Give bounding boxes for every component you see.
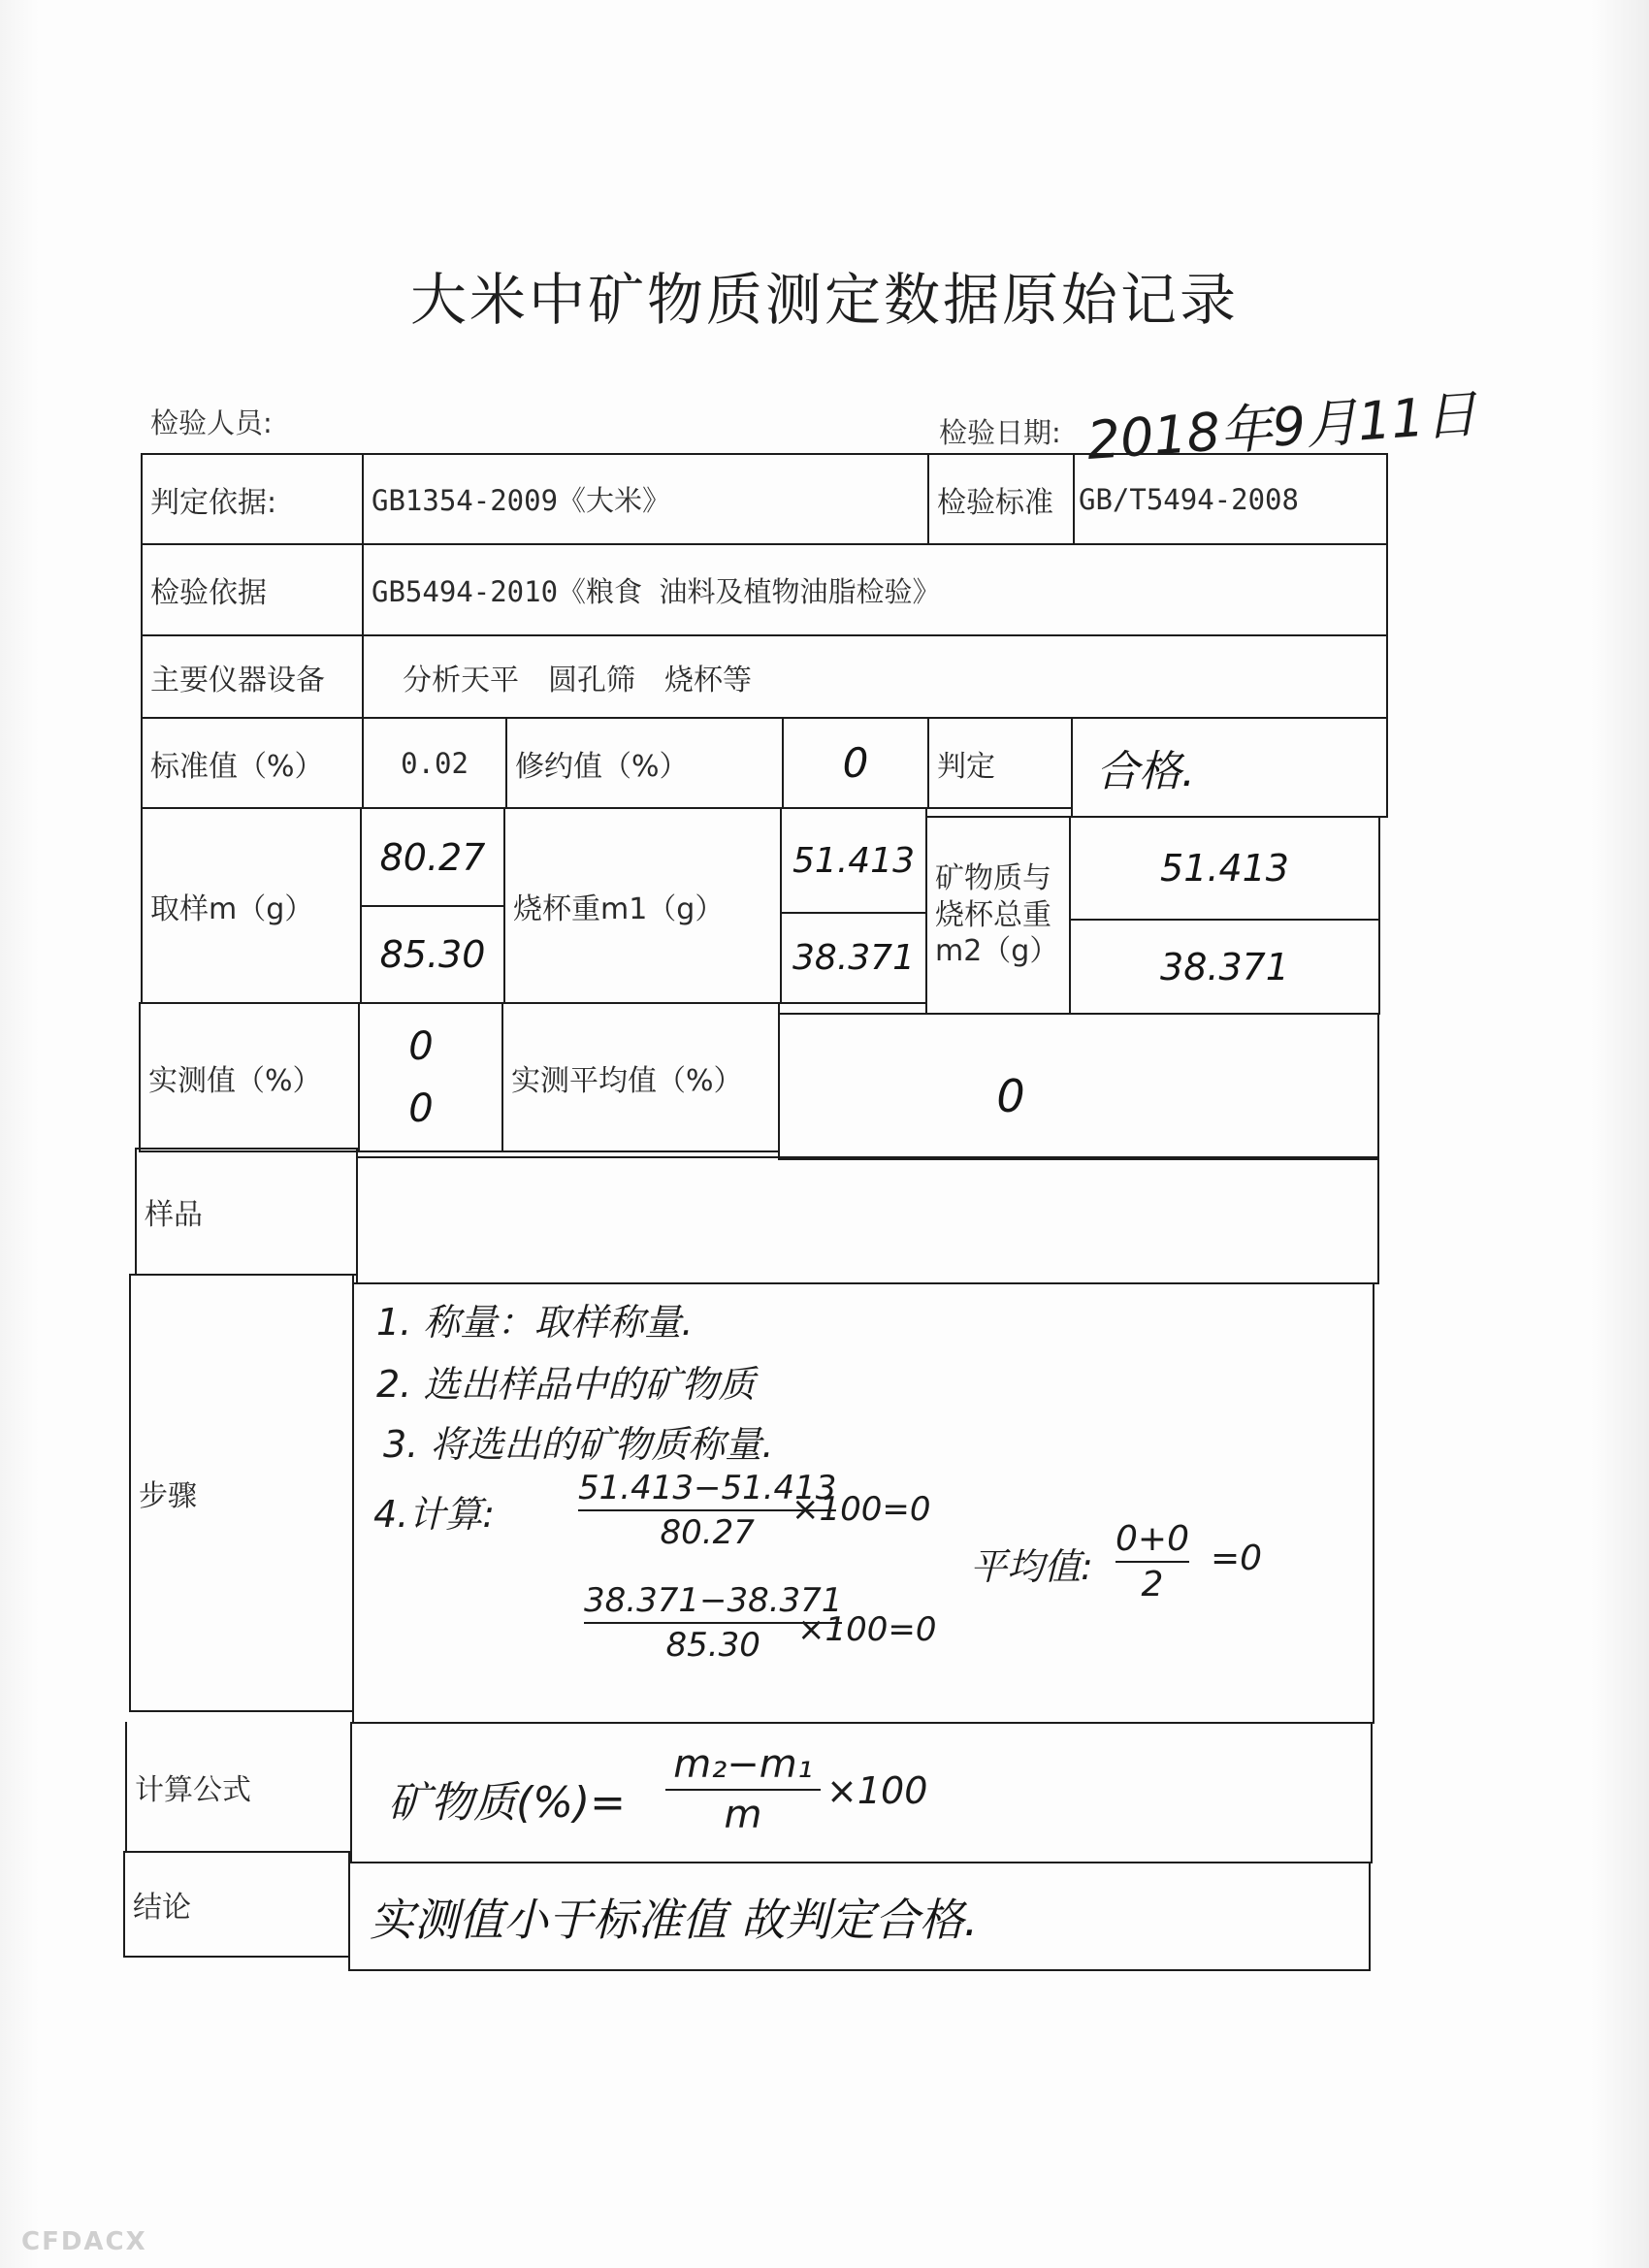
date-value-handwritten: 2018年9月11日: [1084, 383, 1479, 471]
judgment-basis-label-cell: [141, 453, 364, 545]
beaker-weight-1: 51.413: [792, 840, 915, 881]
equipment-label-cell: [141, 634, 364, 719]
measured-avg-cell: [778, 1013, 1379, 1160]
conclusion-value-cell: [348, 1862, 1371, 1971]
formula-fraction: [665, 1742, 821, 1837]
formula-tail: ×100: [826, 1769, 928, 1812]
sample-mass-label-cell: [141, 807, 362, 1004]
beaker-weight-label: 烧杯重m1（g）: [513, 891, 725, 926]
calc-1-numerator: 51.413−51.413: [578, 1469, 837, 1507]
total-weight-1-cell: [1069, 816, 1380, 921]
measured-avg-label-cell: [501, 1002, 780, 1152]
equipment-value-cell: [362, 634, 1388, 719]
fraction-bar: [665, 1789, 821, 1791]
rounded-value-label: 修约值（%）: [515, 749, 689, 784]
inspection-basis-value: GB5494-2010《粮食 油料及植物油脂检验》: [372, 574, 941, 608]
watermark: CFDACX: [21, 2227, 147, 2256]
average-fraction: [1116, 1519, 1189, 1604]
beaker-weight-1-cell: [780, 807, 927, 914]
beaker-weight-label-cell: [503, 807, 782, 1004]
formula-label: 计算公式: [135, 1772, 251, 1807]
conclusion-label-cell: [123, 1851, 350, 1958]
total-weight-label-cell: [925, 816, 1071, 1015]
inspection-standard-value-cell: [1073, 453, 1388, 545]
judgment-basis-value-cell: [362, 453, 929, 545]
inspection-standard-label-cell: [927, 453, 1075, 545]
measured-avg: 0: [996, 1070, 1025, 1122]
step-2: 2. 选出样品中的矿物质: [376, 1363, 756, 1406]
fraction-bar: [1116, 1561, 1189, 1563]
standard-value-label-cell: [141, 717, 364, 809]
step-4: 4.计算:: [373, 1493, 496, 1536]
formula-label-cell: [125, 1722, 352, 1853]
average-label: 平均值:: [970, 1545, 1093, 1588]
measured-1: 0: [408, 1023, 434, 1069]
standard-value-cell: [362, 717, 507, 809]
verdict-label-cell: [927, 717, 1073, 809]
verdict-value-cell: [1071, 717, 1388, 818]
beaker-weight-2-cell: [780, 912, 927, 1004]
sample-mass-1: 80.27: [379, 835, 486, 879]
calc-2-result: ×100=0: [797, 1610, 937, 1649]
total-weight-label-line1: 矿物质与: [935, 861, 1051, 896]
inspection-standard-value: GB/T5494-2008: [1079, 482, 1299, 516]
verdict-value: 合格.: [1096, 747, 1195, 796]
rounded-value: 0: [842, 739, 869, 787]
sample-mass-1-cell: [360, 807, 505, 907]
standard-value: 0.02: [401, 746, 469, 780]
sample-label-cell: [135, 1148, 358, 1276]
formula-prefix: 矿物质(%)=: [388, 1778, 627, 1828]
steps-label: 步骤: [139, 1479, 197, 1513]
average-denominator: 2: [1141, 1565, 1164, 1604]
sample-label: 样品: [145, 1198, 203, 1232]
measured-2: 0: [408, 1085, 434, 1131]
judgment-basis-value: GB1354-2009《大米》: [372, 484, 671, 517]
inspection-standard-label: 检验标准: [937, 485, 1053, 520]
judgment-basis-label: 判定依据:: [150, 485, 277, 520]
sample-mass-2: 85.30: [379, 933, 486, 976]
step-1: 1. 称量：取样称量.: [376, 1301, 694, 1344]
calc-2-numerator: 38.371−38.371: [584, 1581, 843, 1620]
calc-2-denominator: 85.30: [665, 1626, 760, 1665]
inspection-basis-label: 检验依据: [150, 576, 267, 610]
rounded-value-cell: [782, 717, 929, 809]
conclusion-label: 结论: [133, 1891, 191, 1925]
standard-value-label: 标准值（%）: [150, 749, 324, 784]
steps-label-cell: [129, 1274, 354, 1712]
formula-denominator: m: [724, 1793, 762, 1837]
equipment-value: 分析天平 圆孔筛 烧杯等: [403, 663, 752, 697]
total-weight-2-cell: [1069, 919, 1380, 1015]
verdict-label: 判定: [937, 749, 995, 784]
total-weight-label-line2: 烧杯总重: [935, 897, 1051, 932]
equipment-label: 主要仪器设备: [150, 663, 325, 697]
sample-value-cell: [356, 1156, 1379, 1284]
sample-mass-2-cell: [360, 905, 505, 1004]
total-weight-label-line3: m2（g）: [935, 934, 1059, 969]
inspection-basis-label-cell: [141, 543, 364, 636]
page-title: 大米中矿物质测定数据原始记录: [409, 267, 1239, 333]
average-result: =0: [1211, 1539, 1263, 1578]
formula-numerator: m₂−m₁: [673, 1742, 813, 1787]
measured-label-cell: [139, 1002, 360, 1152]
calc-1-result: ×100=0: [792, 1490, 931, 1529]
sample-mass-label: 取样m（g）: [150, 891, 314, 926]
conclusion-value: 实测值小于标准值 故判定合格.: [370, 1893, 979, 1946]
inspection-basis-value-cell: [362, 543, 1388, 636]
total-weight-2: 38.371: [1160, 945, 1289, 988]
rounded-value-label-cell: [505, 717, 784, 809]
measured-avg-label: 实测平均值（%）: [511, 1063, 743, 1098]
inspector-label: 检验人员:: [150, 406, 273, 439]
step-3: 3. 将选出的矿物质称量.: [383, 1423, 774, 1466]
measured-values-cell: [358, 1002, 503, 1152]
average-numerator: 0+0: [1116, 1519, 1189, 1559]
measured-label: 实测值（%）: [148, 1063, 322, 1098]
beaker-weight-2: 38.371: [792, 938, 915, 978]
total-weight-1: 51.413: [1160, 847, 1289, 890]
date-label: 检验日期:: [939, 416, 1061, 449]
calc-1-denominator: 80.27: [660, 1513, 755, 1552]
